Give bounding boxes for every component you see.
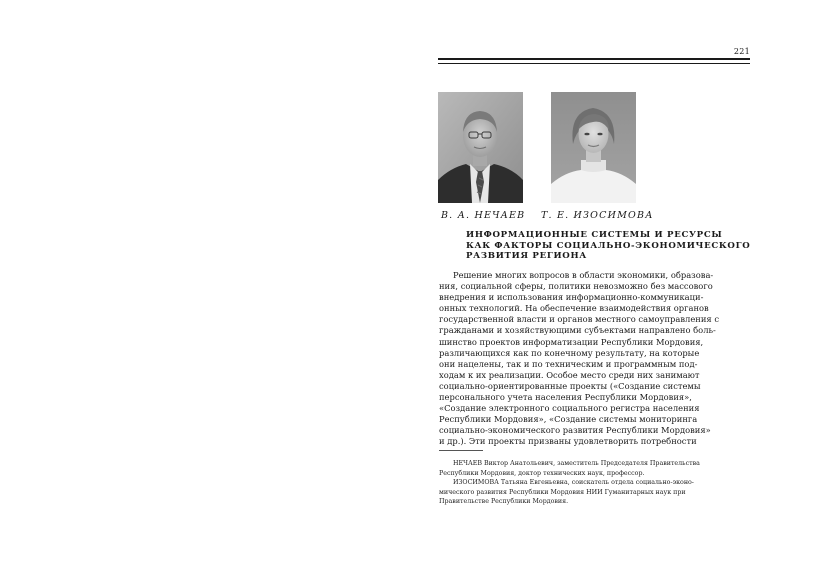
article-title-line: КАК ФАКТОРЫ СОЦИАЛЬНО-ЭКОНОМИЧЕСКОГО (466, 240, 751, 251)
body-line: гражданами и хозяйствующими субъектами направлено боль- (439, 325, 716, 336)
footnote-line: НЕЧАЕВ Виктор Анатольевич, заместитель Председателя Правительства (453, 460, 700, 467)
author-name: Т. Е. ИЗОСИМОВА (541, 210, 654, 221)
article-body (439, 270, 750, 448)
header-rule-thin (438, 63, 750, 64)
body-line: различающихся как по конечному результату, на которые (439, 347, 700, 358)
body-line: внедрения и использования информационно-коммуникаци- (439, 292, 704, 303)
body-line: Решение многих вопросов в области экономики, образова- (453, 270, 714, 280)
body-line: шинство проектов информатизации Республики Мордовия, (439, 336, 704, 347)
body-line: ходам к их реализации. Особое место среди них занимают (439, 369, 700, 380)
footnote-line: Правительстве Республики Мордовия. (439, 498, 569, 506)
header-rule (438, 58, 750, 60)
page-number: 221 (733, 47, 750, 56)
footnote-line: мического развития Республики Мордовия НИИ Гуманитарных наук при (439, 488, 686, 496)
body-line: государственной власти и органов местного самоуправления с (439, 314, 719, 325)
portrait-woman-photo (551, 92, 636, 203)
footnotes (439, 459, 750, 507)
body-line: социально-ориентированные проекты («Создание системы (439, 380, 701, 391)
body-line: ния, социальной сферы, политики невозможно без массового (439, 281, 713, 292)
author-name: В. А. НЕЧАЕВ (441, 210, 526, 221)
article-title-line: ИНФОРМАЦИОННЫЕ СИСТЕМЫ И РЕСУРСЫ (466, 230, 723, 240)
body-line: они нацелены, так и по техническим и программным под- (439, 358, 698, 369)
body-line: «Создание электронного социального регистра населения (439, 403, 700, 414)
article-title (466, 230, 750, 262)
body-line: и др.). Эти проекты призваны удовлетворить потребности (439, 436, 697, 447)
footnote-line: Республики Мордовия, доктор технических наук, профессор. (439, 469, 645, 477)
body-line: персонального учета населения Республики Мордовия», (439, 392, 692, 403)
body-line: социально-экономического развития Республики Мордовия» (439, 425, 711, 436)
author-photo-nechaev (438, 92, 523, 203)
footnote-rule (439, 450, 483, 451)
body-line: Республики Мордовия», «Создание системы мониторинга (439, 414, 698, 425)
portrait-man-photo (438, 92, 523, 203)
body-line: онных технологий. На обеспечение взаимодействия органов (439, 303, 709, 314)
author-photo-izosimova (551, 92, 636, 203)
footnote-line: ИЗОСИМОВА Татьяна Евгеньевна, соискатель отдела социально-эконо- (453, 479, 694, 487)
article-title-line: РАЗВИТИЯ РЕГИОНА (466, 251, 587, 261)
